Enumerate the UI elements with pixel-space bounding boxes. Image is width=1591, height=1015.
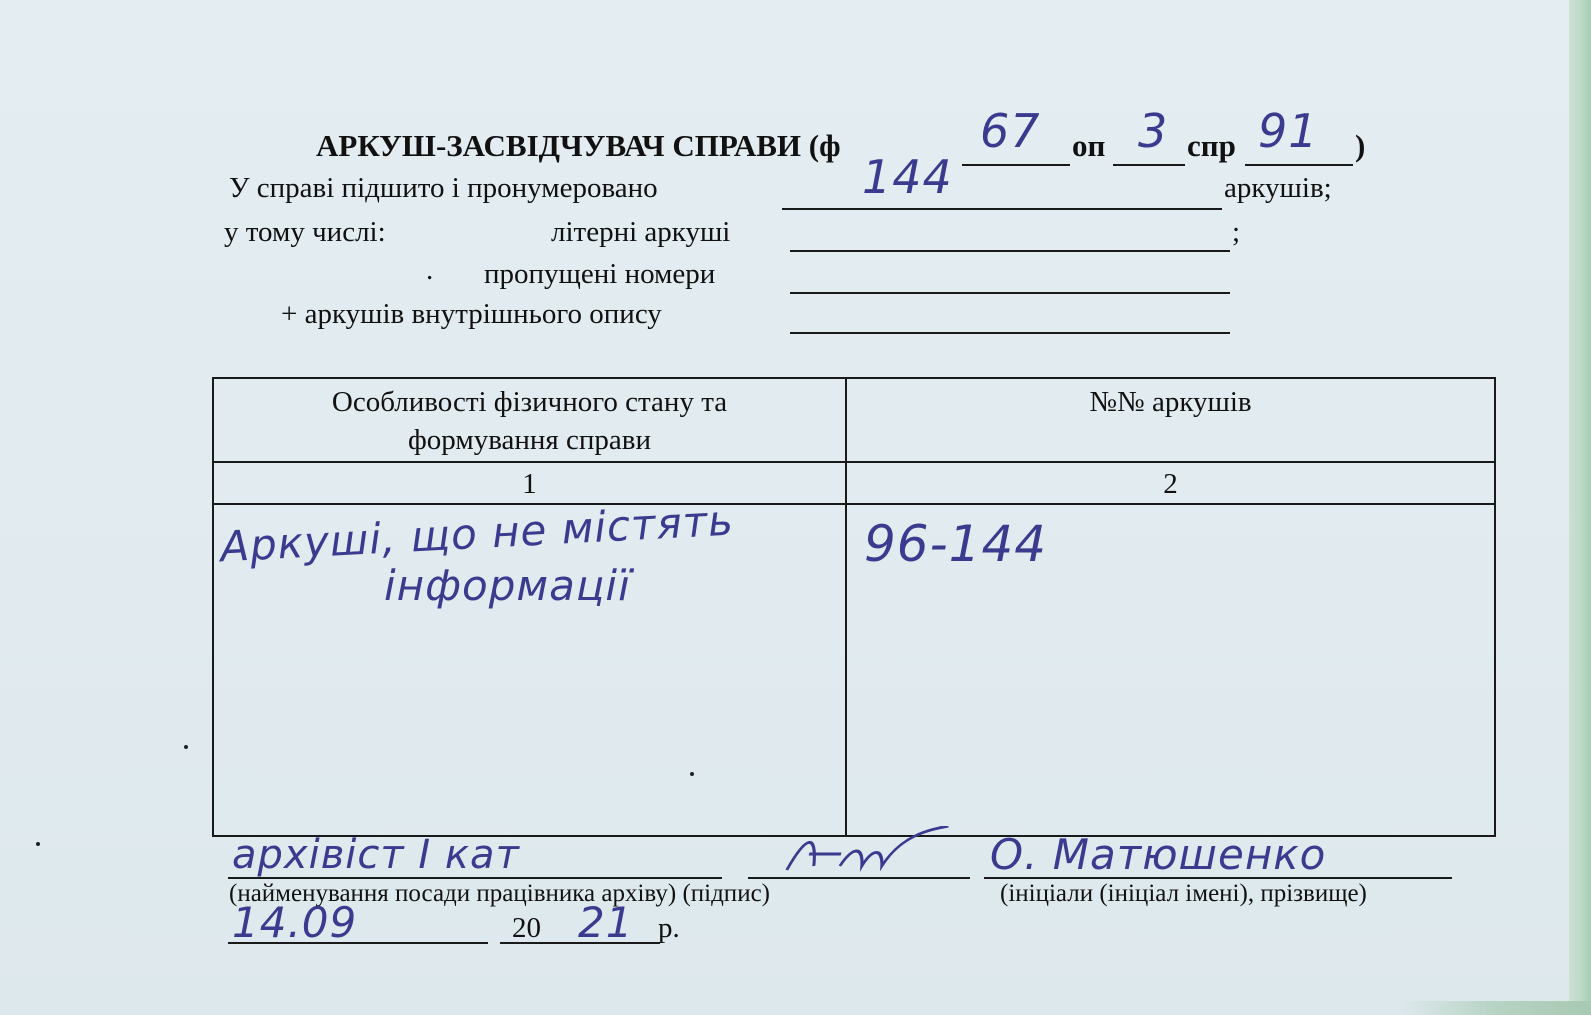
scan-edge bbox=[1569, 0, 1591, 1015]
sewn-value: 144 bbox=[862, 150, 953, 204]
semicolon: ; bbox=[1232, 216, 1241, 248]
including-label: у тому числі: bbox=[224, 216, 386, 248]
fond-value: 67 bbox=[980, 104, 1041, 158]
column-number-1: 1 bbox=[522, 468, 537, 500]
condition-table bbox=[212, 377, 1496, 837]
spr-label: спр bbox=[1187, 128, 1236, 163]
missing-numbers-label: пропущені номери bbox=[484, 258, 716, 290]
opys-underline bbox=[1113, 164, 1185, 166]
dot-mark: . bbox=[426, 254, 434, 286]
year-suffix: р. bbox=[658, 912, 680, 944]
column-number-2: 2 bbox=[1163, 468, 1178, 500]
year-prefix: 20 bbox=[512, 912, 541, 944]
op-label: оп bbox=[1072, 128, 1106, 163]
header-col1-line1: Особливості фізичного стану та bbox=[331, 386, 728, 418]
inner-inventory-underline bbox=[790, 332, 1230, 334]
close-paren: ) bbox=[1355, 128, 1366, 163]
scan-speck bbox=[184, 745, 188, 749]
letter-sheets-label: літерні аркуші bbox=[551, 216, 731, 248]
signature-mark bbox=[771, 826, 958, 890]
header-col1 bbox=[214, 383, 845, 459]
scan-speck bbox=[36, 842, 40, 846]
header-col1-line2: формування справи bbox=[408, 424, 651, 456]
sewn-label: У справі підшито і пронумеровано bbox=[229, 172, 658, 204]
fond-underline bbox=[962, 164, 1070, 166]
table-header-divider bbox=[214, 461, 1494, 463]
letter-sheets-underline bbox=[790, 250, 1230, 252]
row-sheets-value: 96-144 bbox=[864, 515, 1048, 573]
name-value: О. Матюшенко bbox=[990, 830, 1327, 879]
position-value: архівіст І кат bbox=[232, 832, 520, 878]
sprava-value: 91 bbox=[1258, 104, 1319, 158]
scan-edge-bottom bbox=[1400, 1001, 1591, 1015]
row-note-line1: Аркуші, що не містять bbox=[219, 495, 736, 572]
position-caption: (найменування посади працівника архіву) (підпис) bbox=[229, 880, 770, 907]
missing-numbers-underline bbox=[790, 292, 1230, 294]
name-caption: (ініціали (ініціал імені), прізвище) bbox=[1000, 880, 1367, 907]
sewn-underline bbox=[782, 208, 1222, 210]
header-col2: №№ аркушів bbox=[1089, 386, 1252, 418]
scan-speck bbox=[690, 772, 694, 776]
opys-value: 3 bbox=[1138, 104, 1169, 158]
row-note-line2: інформації bbox=[384, 561, 631, 610]
table-numbers-divider bbox=[214, 503, 1494, 505]
table-column-divider bbox=[845, 379, 847, 835]
form-title: АРКУШ-ЗАСВІДЧУВАЧ СПРАВИ (ф bbox=[316, 128, 841, 163]
sprava-underline bbox=[1245, 164, 1353, 166]
inner-inventory-label: + аркушів внутрішнього опису bbox=[281, 298, 662, 330]
sheets-suffix: аркушів; bbox=[1224, 172, 1332, 204]
date-value: 14.09 bbox=[232, 898, 358, 947]
signature-icon bbox=[774, 826, 958, 880]
year-value: 21 bbox=[578, 898, 634, 947]
